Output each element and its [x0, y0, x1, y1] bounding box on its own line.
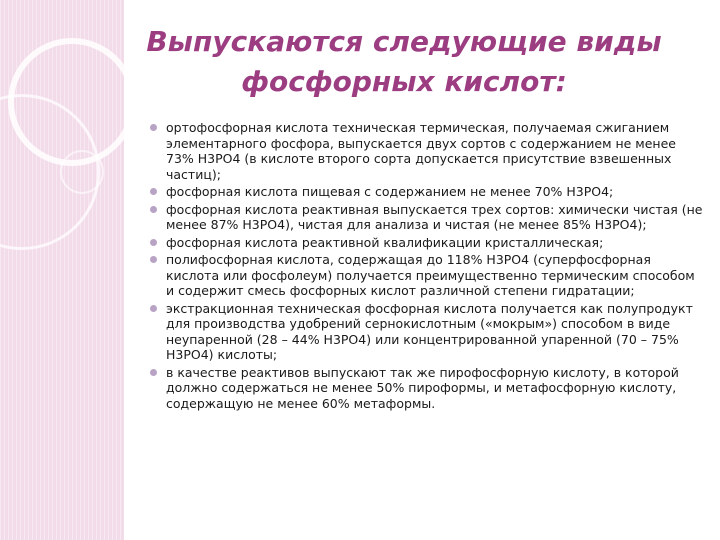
decorative-side-panel — [0, 0, 124, 540]
bullet-dot-icon — [150, 239, 157, 246]
slide-content — [124, 0, 720, 540]
bullet-text: фосфорная кислота реактивной квалификации кристаллическая; — [166, 234, 604, 250]
slide-title-line-1: Выпускаются следующие виды — [146, 25, 662, 58]
bullet-item — [150, 365, 706, 412]
decorative-ring — [60, 150, 104, 194]
bullet-item — [150, 235, 706, 251]
bullet-text: фосфорная кислота реактивная выпускается трех сортов: химически чистая (не менее 87% Н3РО4), чистая для анализа и чистая (не менее 85% Н3РО4); — [166, 201, 703, 232]
bullet-item — [150, 301, 706, 363]
bullet-dot-icon — [150, 369, 157, 376]
bullet-text: ортофосфорная кислота техническая термическая, получаемая сжиганием элементарного фосфора, выпускается двух сортов с содержанием не менее 73% Н3РО4 (в кислоте второго сорта допускается присутствие взвешенных частиц); — [166, 120, 676, 182]
bullet-item — [150, 184, 706, 200]
bullet-item — [150, 252, 706, 299]
bullet-text: фосфорная кислота пищевая с содержанием не менее 70% Н3РО4; — [166, 184, 614, 199]
bullet-dot-icon — [150, 124, 157, 131]
slide-title-line-2: фосфорных кислот: — [241, 65, 567, 98]
bullet-list — [150, 120, 706, 413]
bullet-item — [150, 120, 706, 182]
bullet-dot-icon — [150, 188, 157, 195]
bullet-text: экстракционная техническая фосфорная кислота получается как полупродукт для производства удобрений сернокислотным («мокрым») способом в виде неупаренной (28 – 44% Н3РО4) или концентрированной упаренной (70 – 75% Н3РО4) кислоты; — [166, 300, 693, 362]
bullet-item — [150, 202, 706, 233]
bullet-dot-icon — [150, 305, 157, 312]
bullet-dot-icon — [150, 206, 157, 213]
bullet-text: в качестве реактивов выпускают так же пирофосфорную кислоту, в которой должно содержаться не менее 50% пироформы, и метафосфорную кислоту, содержащую не менее 60% метаформы. — [166, 364, 679, 411]
bullet-text: полифосфорная кислота, содержащая до 118% Н3РО4 (суперфосфорная кислота или фосфолеум) получается преимущественно термическим способом и содержит смесь фосфорных кислот различной степени гидратации; — [166, 252, 695, 298]
bullet-dot-icon — [150, 256, 157, 263]
slide-title — [124, 22, 684, 102]
